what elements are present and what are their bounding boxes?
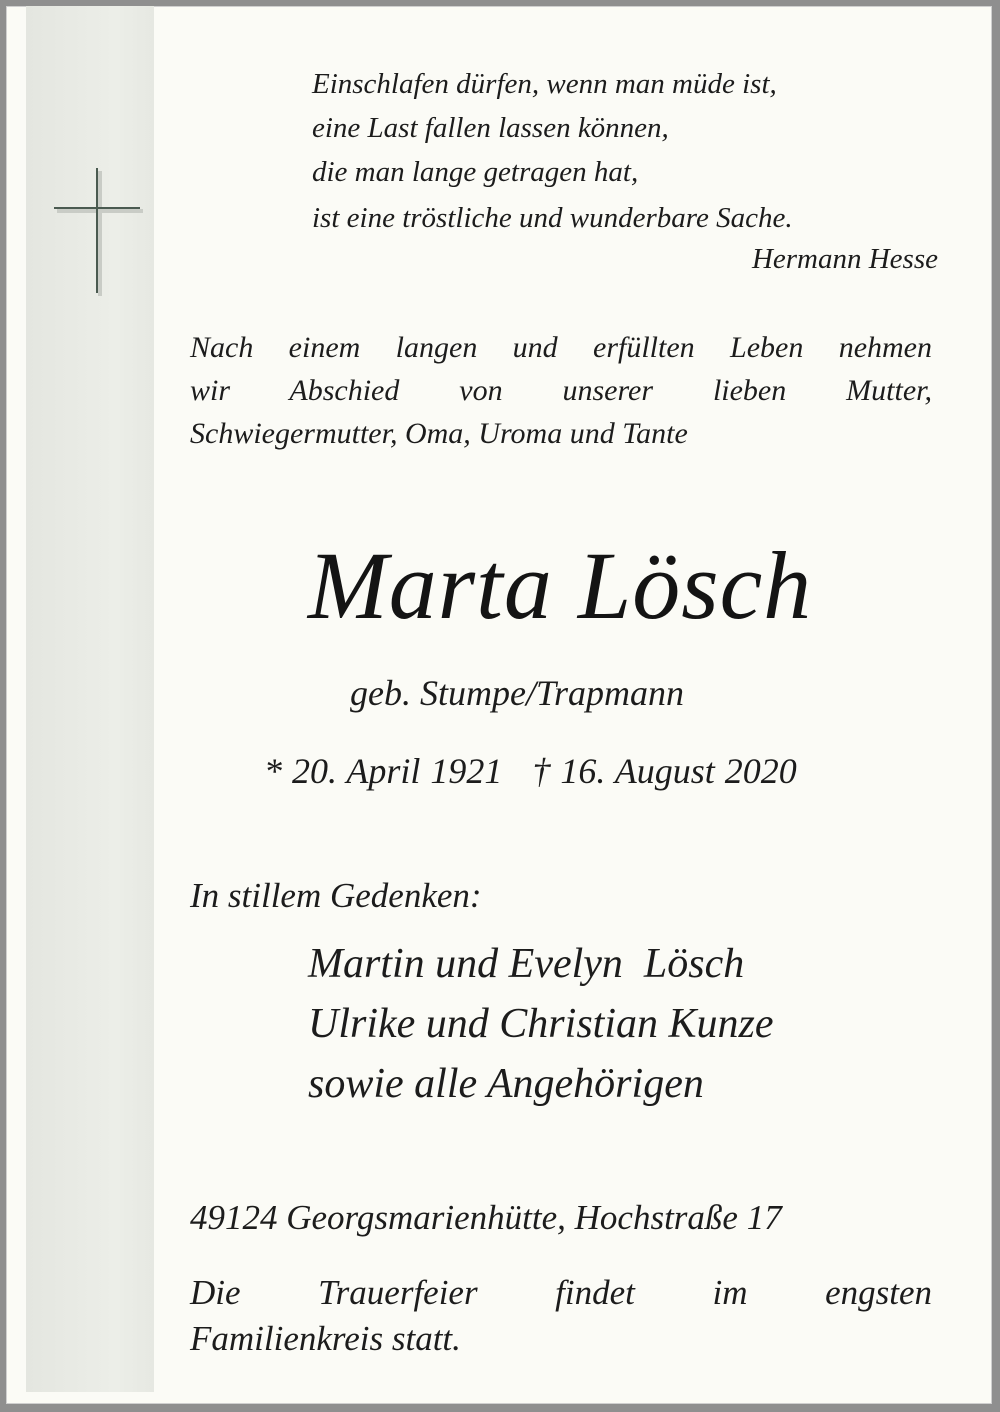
intro-text [190,326,932,455]
mourner: sowie alle Angehörigen [308,1061,704,1107]
intro-line: wir Abschied von unserer lieben Mutter, [190,374,932,407]
poem-line: eine Last fallen lassen können, [312,112,669,144]
mourner: Ulrike und Christian Kunze [308,1001,774,1047]
memorial-heading: In stillem Gedenken: [190,876,482,915]
funeral-note-line: Die Trauerfeier findet im engsten [190,1273,932,1312]
funeral-note [190,1270,932,1362]
address: 49124 Georgsmarienhütte, Hochstraße 17 [190,1198,782,1237]
intro-line: Schwiegermutter, Oma, Uroma und Tante [190,417,688,450]
maiden-name: geb. Stumpe/Trapmann [350,673,685,713]
life-dates [264,750,797,792]
mourner: Martin und Evelyn Lösch [308,941,745,987]
poem-line: die man lange getragen hat, [312,156,639,188]
death-date: † 16. August 2020 [532,751,797,791]
poem-line: ist eine tröstliche und wunderbare Sache. [312,202,793,234]
poem-author: Hermann Hesse [751,243,938,275]
intro-line: Nach einem langen und erfüllten Leben nehmen [190,331,932,364]
deceased-name: Marta Lösch [307,532,813,639]
mourners-list [308,934,774,1114]
cross-icon [42,158,152,298]
poem-line: Einschlafen dürfen, wenn man müde ist, [312,68,777,100]
funeral-note-line: Familienkreis statt. [190,1319,461,1358]
birth-date: * 20. April 1921 [264,751,503,791]
